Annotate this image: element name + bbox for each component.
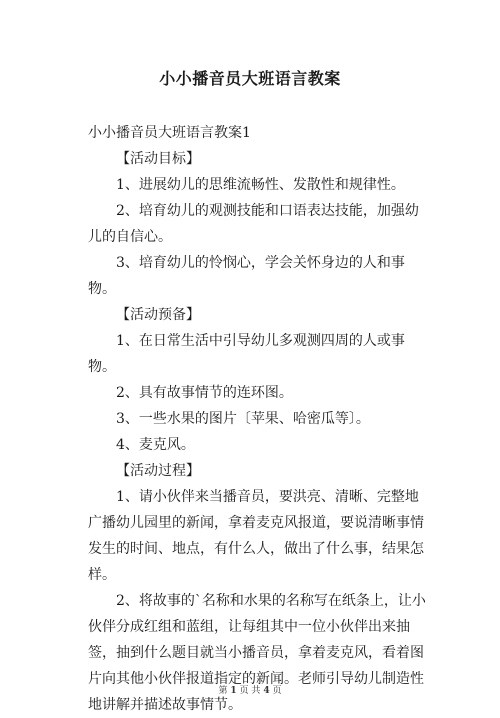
paragraph: 1、请小伙伴来当播音员，要洪亮、清晰、完整地广播幼儿园里的新闻，拿着麦克风报道，要说清晰事情发生的时间、地点，有什么人，做出了什么事，结果怎样。 bbox=[88, 489, 424, 583]
footer-middle: 页 共 bbox=[239, 686, 261, 696]
paragraph: 1、在日常生活中引导幼儿多观测四周的人或事物。 bbox=[88, 333, 405, 375]
section-heading: 【活动目标】 bbox=[116, 151, 200, 167]
paragraph: 3、培育幼儿的怜悯心，学会关怀身边的人和事物。 bbox=[88, 255, 405, 297]
page-footer bbox=[0, 683, 500, 696]
paragraph: 4、麦克风。 bbox=[116, 437, 195, 453]
footer-page-number: 1 bbox=[230, 686, 237, 696]
section-heading: 【活动预备】 bbox=[116, 307, 200, 323]
footer-prefix: 第 bbox=[218, 686, 228, 696]
footer-suffix: 页 bbox=[272, 686, 282, 696]
section-heading: 【活动过程】 bbox=[116, 463, 200, 479]
document-title: 小小播音员大班语言教案 bbox=[159, 69, 341, 88]
paragraph: 1、进展幼儿的思维流畅性、发散性和规律性。 bbox=[116, 177, 405, 193]
paragraph: 2、将故事的`名称和水果的名称写在纸条上，让小伙伴分成红组和蓝组，让每组其中一位小伙伴出来抽签，抽到什么题目就当小播音员，拿着麦克风，看着图片向其他小伙伴报道指定的新闻。老师引导幼儿制造性地讲解并描述故事情节。 bbox=[88, 593, 426, 713]
paragraph: 3、一些水果的图片〔苹果、哈密瓜等〕。 bbox=[116, 411, 370, 427]
paragraph: 2、具有故事情节的连环图。 bbox=[116, 385, 293, 401]
document-subtitle: 小小播音员大班语言教案1 bbox=[88, 125, 251, 141]
document-body bbox=[88, 146, 428, 718]
paragraph: 2、培育幼儿的观测技能和口语表达技能，加强幼儿的自信心。 bbox=[88, 203, 419, 245]
footer-total-pages: 4 bbox=[263, 686, 270, 696]
